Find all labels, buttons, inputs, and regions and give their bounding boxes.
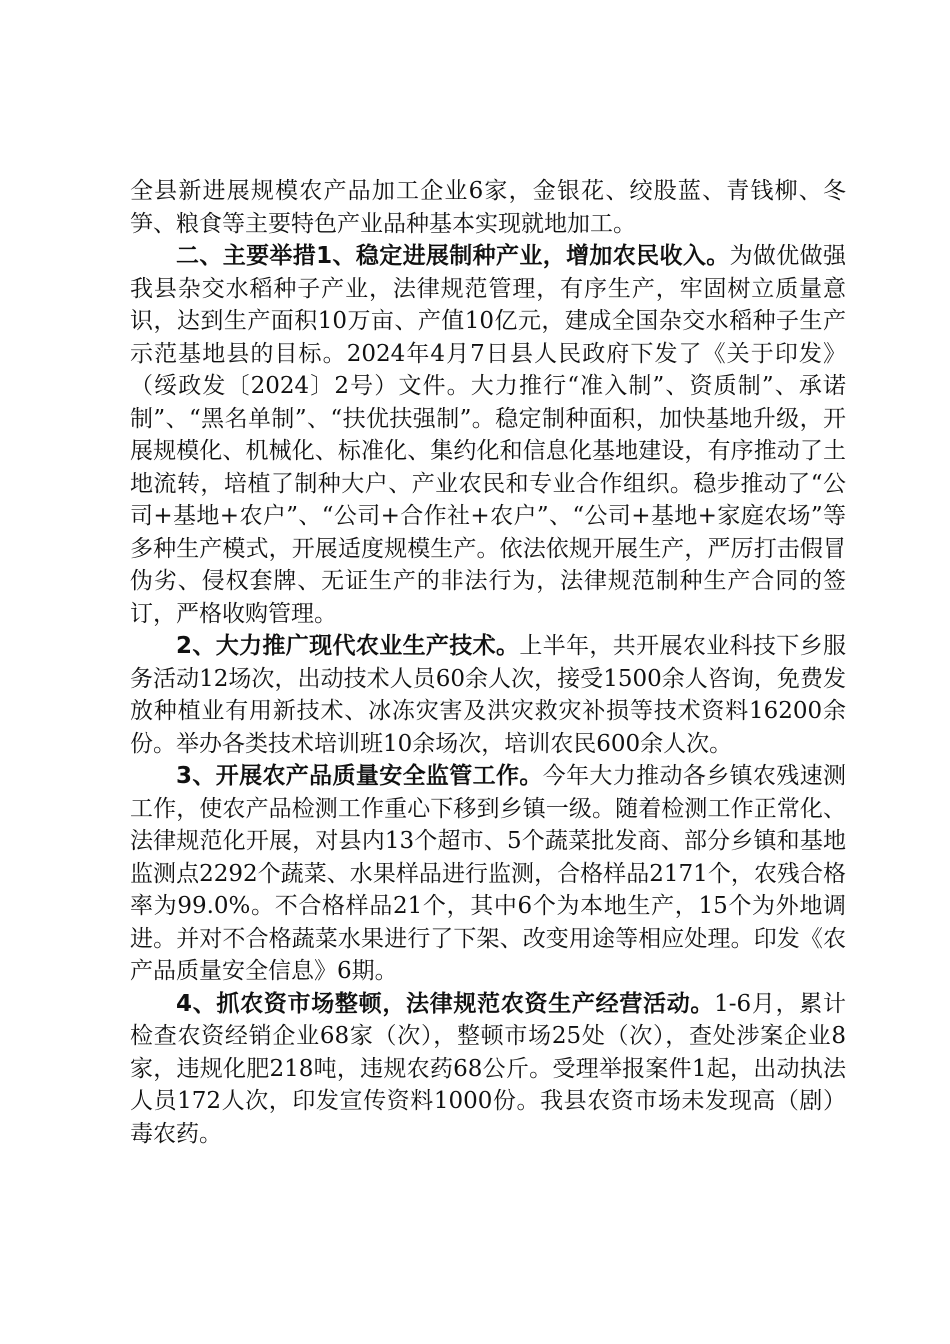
document-body	[130, 175, 846, 1150]
paragraph-text: 全县新进展规模农产品加工企业6家，金银花、绞股蓝、青钱柳、冬笋、粮食等主要特色产业品种基本实现就地加工。	[130, 178, 846, 237]
paragraph-processing-enterprises	[130, 175, 846, 240]
paragraph-agri-technology	[130, 630, 846, 760]
section-heading: 2、大力推广现代农业生产技术。	[176, 633, 520, 659]
paragraph-text: 为做优做强我县杂交水稻种子产业，法律规范管理，有序生产，牢固树立质量意识，达到生产面积10万亩、产值10亿元，建成全国杂交水稻种子生产示范基地县的目标。2024年4月7日县人民政府下发了《关于印发》（绥政发〔2024〕2号）文件。大力推行“准入制”、资质制”、承诺制”、“黑名单制”、“扶优扶强制”。稳定制种面积，加快基地升级，开展规模化、机械化、标准化、集约化和信息化基地建设，有序推动了土地流转，培植了制种大户、产业农民和专业合作组织。稳步推动了“公司+基地+农户”、“公司+合作社+农户”、“公司+基地+家庭农场”等多种生产模式，开展适度规模生产。依法依规开展生产，严厉打击假冒伪劣、侵权套牌、无证生产的非法行为，法律规范制种生产合同的签订，严格收购管理。	[130, 243, 846, 627]
paragraph-text: 上半年，共开展农业科技下乡服务活动12场次，出动技术人员60余人次，接受1500余人咨询，免费发放种植业有用新技术、冰冻灾害及洪灾救灾补损等技术资料16200余份。举办各类技术培训班10余场次，培训农民600余人次。	[130, 633, 846, 757]
section-heading: 二、主要举措1、稳定进展制种产业，增加农民收入。	[176, 243, 730, 269]
paragraph-quality-safety	[130, 760, 846, 988]
paragraph-seed-industry	[130, 240, 846, 630]
paragraph-text: 1-6月，累计检查农资经销企业68家（次），整顿市场25处（次），查处涉案企业8家，违规化肥218吨，违规农药68公斤。受理举报案件1起，出动执法人员172人次，印发宣传资料1000份。我县农资市场未发现高（剧）毒农药。	[130, 990, 846, 1147]
section-heading: 4、抓农资市场整顿，法律规范农资生产经营活动。	[176, 990, 715, 1017]
paragraph-market-regulation	[130, 988, 846, 1151]
paragraph-text: 今年大力推动各乡镇农残速测工作，使农产品检测工作重心下移到乡镇一级。随着检测工作正常化、法律规范化开展，对县内13个超市、5个蔬菜批发商、部分乡镇和基地监测点2292个蔬菜、水果样品进行监测，合格样品2171个，农残合格率为99.0%。不合格样品21个，其中6个为本地生产，15个为外地调进。并对不合格蔬菜水果进行了下架、改变用途等相应处理。印发《农产品质量安全信息》6期。	[130, 763, 846, 984]
section-heading: 3、开展农产品质量安全监管工作。	[176, 763, 543, 789]
